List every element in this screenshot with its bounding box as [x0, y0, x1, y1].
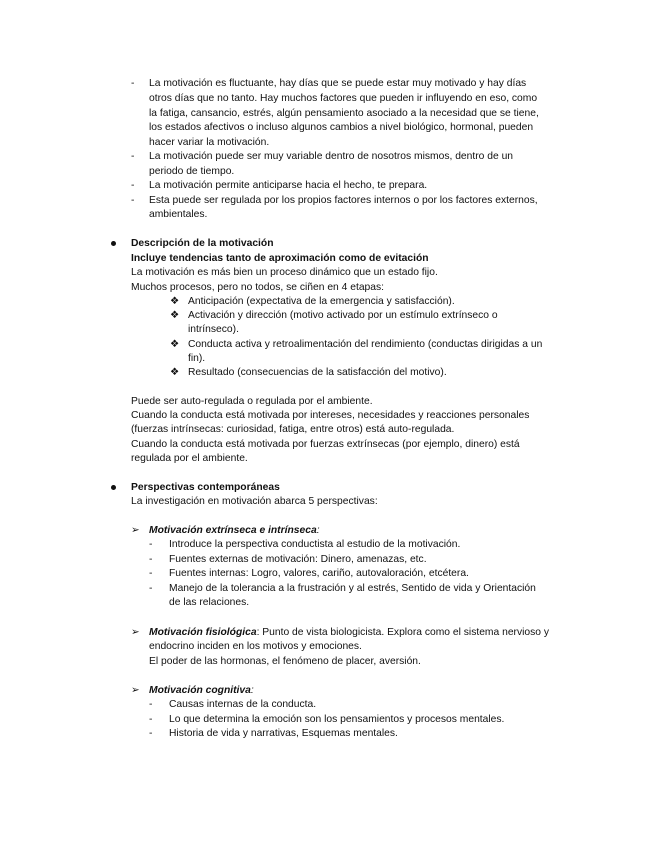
extrinseca-title: Motivación extrínseca e intrínseca: [149, 525, 317, 536]
intro-item-2-line-1: La motivación puede ser muy variable dentro de nosotros mismos, dentro de un: [149, 151, 514, 162]
diamond-bullet-icon: ❖: [170, 339, 180, 350]
dash-marker: -: [149, 714, 153, 725]
cognitiva-heading: [149, 684, 254, 697]
intro-item-1-line-4: los estados afectivos o incluso algunos cambios a nivel biológico, hormonal, pueden: [149, 122, 534, 133]
intro-item-2-line-2: periodo de tiempo.: [149, 166, 235, 177]
dash-marker: -: [149, 554, 153, 565]
extrinseca-item-2: Fuentes externas de motivación: Dinero, amenazas, etc.: [169, 554, 427, 565]
diamond-bullet-icon: ❖: [170, 367, 180, 378]
dash-marker: -: [149, 539, 153, 550]
fisiologica-line-3: El poder de las hormonas, el fenómeno de placer, aversión.: [149, 656, 421, 667]
fisiologica-line-2: endocrino inciden en los motivos y emociones.: [149, 641, 362, 652]
intro-item-1-line-2: otros días que no tanto. Hay muchos factores que pueden ir influyendo en eso, como: [149, 93, 538, 104]
stage-3-line-2: fin).: [188, 353, 206, 364]
dash-marker: -: [131, 151, 135, 162]
descripcion-para-2: Muchos procesos, pero no todos, se ciñen en 4 etapas:: [131, 282, 385, 293]
stage-2-line-1: Activación y dirección (motivo activado por un estímulo extrínseco o: [188, 310, 498, 321]
descripcion-subheading: Incluye tendencias tanto de aproximación como de evitación: [131, 253, 429, 264]
arrow-bullet-icon: ➢: [131, 627, 140, 638]
perspectivas-intro: La investigación en motivación abarca 5 perspectivas:: [131, 496, 378, 507]
fisiologica-description: : Punto de vista biologicista. Explora como el sistema nervioso y: [256, 627, 550, 638]
cognitiva-item-3: Historia de vida y narrativas, Esquemas mentales.: [169, 728, 398, 739]
dash-marker: -: [131, 180, 135, 191]
dash-marker: -: [131, 78, 135, 89]
stage-3-line-1: Conducta activa y retroalimentación del rendimiento (conductas dirigidas a un: [188, 339, 543, 350]
bullet-marker: [111, 485, 116, 490]
dash-marker: -: [131, 195, 135, 206]
arrow-bullet-icon: ➢: [131, 525, 140, 536]
closing-line-1: Puede ser auto-regulada o regulada por el ambiente.: [131, 396, 373, 407]
descripcion-para-1: La motivación es más bien un proceso dinámico que un estado fijo.: [131, 267, 438, 278]
extrinseca-heading: [149, 524, 320, 537]
stage-2-line-2: intrínseco).: [188, 324, 239, 335]
closing-line-3: (fuerzas intrínsecas: curiosidad, fatiga, entre otros) está auto-regulada.: [131, 424, 455, 435]
cognitiva-item-1: Causas internas de la conducta.: [169, 699, 317, 710]
perspectivas-heading: Perspectivas contemporáneas: [131, 482, 280, 493]
cognitiva-item-2: Lo que determina la emoción son los pensamientos y procesos mentales.: [169, 714, 505, 725]
extrinseca-item-4-line-1: Manejo de la tolerancia a la frustración y al estrés, Sentido de vida y Orientación: [169, 583, 536, 594]
diamond-bullet-icon: ❖: [170, 310, 180, 321]
intro-item-4-line-2: ambientales.: [149, 209, 208, 220]
arrow-bullet-icon: ➢: [131, 685, 140, 696]
fisiologica-heading: [149, 626, 549, 639]
intro-item-1-line-3: la fatiga, cansancio, estrés, algún pensamiento asociado a la necesidad que se tiene,: [149, 108, 539, 119]
cognitiva-colon: :: [250, 685, 254, 696]
dash-marker: -: [149, 583, 153, 594]
dash-marker: -: [149, 728, 153, 739]
stage-4-line-1: Resultado (consecuencias de la satisfacción del motivo).: [188, 367, 447, 378]
stage-1-line-1: Anticipación (expectativa de la emergencia y satisfacción).: [188, 296, 455, 307]
intro-item-1-line-5: hacer variar la motivación.: [149, 137, 270, 148]
dash-marker: -: [149, 699, 153, 710]
descripcion-heading: Descripción de la motivación: [131, 238, 274, 249]
intro-item-1-line-1: La motivación es fluctuante, hay días que se puede estar muy motivado y hay días: [149, 78, 527, 89]
closing-line-5: regulada por el ambiente.: [131, 453, 248, 464]
fisiologica-title: Motivación fisiológica: [149, 627, 257, 638]
diamond-bullet-icon: ❖: [170, 296, 180, 307]
extrinseca-item-4-line-2: de las relaciones.: [169, 597, 250, 608]
closing-line-4: Cuando la conducta está motivada por fuerzas extrínsecas (por ejemplo, dinero) está: [131, 439, 520, 450]
intro-item-3-line-1: La motivación permite anticiparse hacia el hecho, te prepara.: [149, 180, 428, 191]
closing-line-2: Cuando la conducta está motivada por intereses, necesidades y reacciones personales: [131, 410, 530, 421]
extrinseca-item-3: Fuentes internas: Logro, valores, cariño, autovaloración, etcétera.: [169, 568, 469, 579]
intro-item-4-line-1: Esta puede ser regulada por los propios factores internos o por los factores externos,: [149, 195, 538, 206]
cognitiva-title: Motivación cognitiva: [149, 685, 251, 696]
extrinseca-colon: :: [316, 525, 320, 536]
dash-marker: -: [149, 568, 153, 579]
bullet-marker: [111, 241, 116, 246]
extrinseca-item-1: Introduce la perspectiva conductista al estudio de la motivación.: [169, 539, 461, 550]
